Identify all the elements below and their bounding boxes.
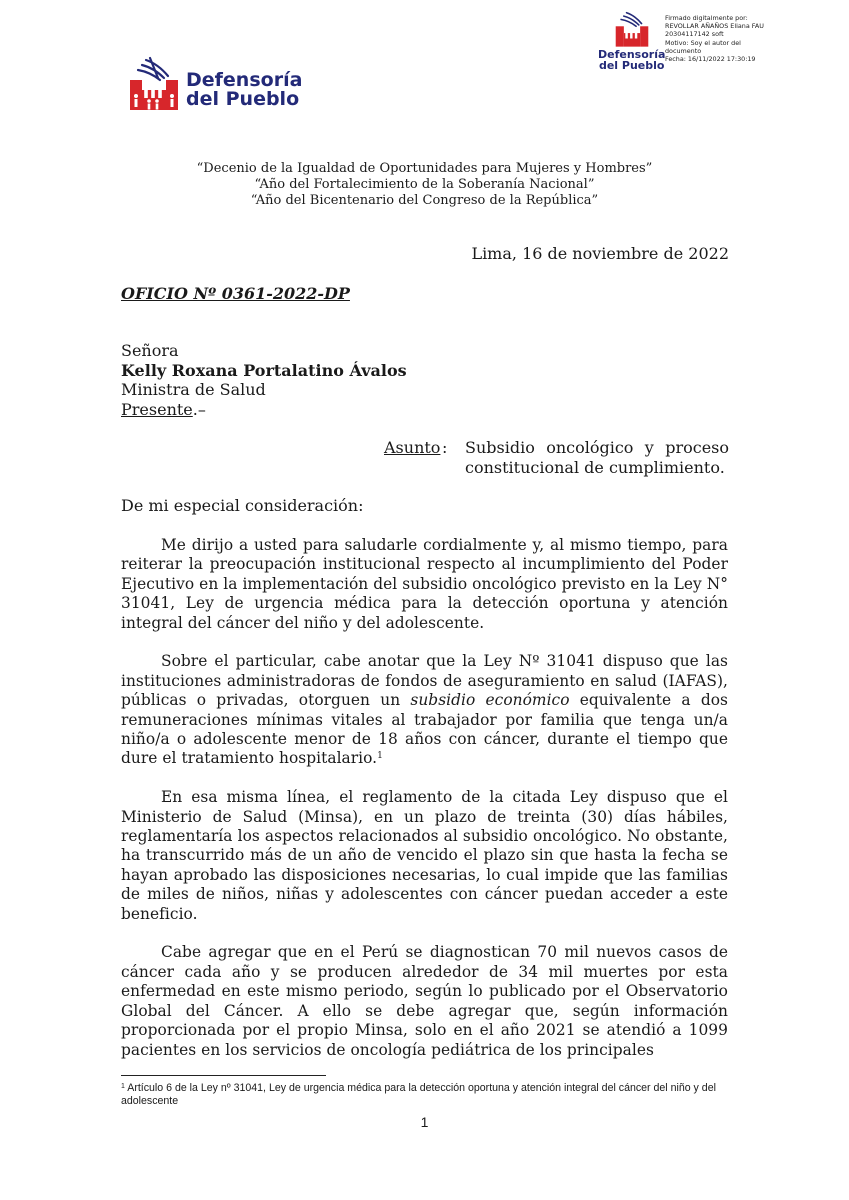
logo-line-1: Defensoría [186,69,303,91]
footnote [121,1082,731,1108]
signature-logo [598,10,665,71]
footnote-text: Artículo 6 de la Ley nº 31041, Ley de urgencia médica para la detección oportuna y atención integral del cáncer del niño y del adolescente [121,1082,716,1107]
subject-text: Subsidio oncológico y proceso constitucional de cumplimiento. [465,438,729,477]
signature-emblem-icon [612,10,652,48]
footnote-separator [121,1075,326,1076]
recipient-presente [121,400,407,420]
page-number: 1 [420,1114,429,1130]
footnote-reference: 1 [377,751,383,762]
defensoria-logo [128,56,302,112]
paragraph-2-part-a: Sobre el particular, cabe anotar que la Ley Nº 31041 dispuso que las instituciones administradoras de fondos de aseguramiento en salud (IAFAS), públicas o privadas, otorguen un [121,652,728,710]
decenio-line-1: “Decenio de la Igualdad de Oportunidades para Mujeres y Hombres” [196,161,653,176]
recipient-block [121,341,407,419]
oficio-number: OFICIO Nº 0361-2022-DP [121,284,350,303]
paragraph-2-emphasis: subsidio económico [410,691,570,710]
recipient-salutation: Señora [121,341,179,360]
recipient-title: Ministra de Salud [121,380,266,399]
logo-emblem-icon [128,56,180,112]
paragraph-4: Cabe agregar que en el Perú se diagnostican 70 mil nuevos casos de cáncer cada año y se producen alrededor de 34 mil muertes por esta enfermedad en este mismo periodo, según lo publicado por el Observatorio Global del Cáncer. A ello se debe agregar que, según información proporcionada por el propio Minsa, solo en el año 2021 se atendió a 1099 pacientes en los servicios de oncología pediátrica de los principales [121,943,728,1059]
digital-signature-info [665,14,785,63]
signature-line-5: documento [665,46,702,55]
signature-line-4: Motivo: Soy el autor del [665,38,741,47]
subject-label-text: Asunto [384,438,441,457]
presente-word: Presente [121,399,193,419]
greeting: De mi especial consideración: [121,496,364,515]
subject-colon: : [442,438,448,457]
signature-line-1: Firmado digitalmente por: [665,14,748,22]
decenio-line-3: “Año del Bicentenario del Congreso de la República” [250,193,599,208]
decenio-header [120,161,729,209]
letter-body [121,536,728,1079]
decenio-line-2: “Año del Fortalecimiento de la Soberanía Nacional” [254,177,595,192]
signature-line-3: 20304117142 soft [665,30,724,39]
paragraph-2 [121,652,728,768]
logo-text [186,71,302,109]
subject-label [384,438,440,458]
signature-logo-line-2: del Pueblo [598,59,665,72]
footnote-marker: 1 [121,1083,125,1090]
paragraph-1: Me dirijo a usted para saludarle cordialmente y, al mismo tiempo, para reiterar la preocupación institucional respecto al incumplimiento del Poder Ejecutivo en la implementación del subsidio oncológico previsto en la Ley N° 31041, Ley de urgencia médica para la detección oportuna y atención integral del cáncer del niño y del adolescente. [121,536,728,632]
signature-line-6: Fecha: 16/11/2022 17:30:19 [665,55,756,64]
paragraph-3: En esa misma línea, el reglamento de la citada Ley dispuso que el Ministerio de Salud (Minsa), en un plazo de treinta (30) días hábiles, reglamentaría los aspectos relacionados al subsidio oncológico. No obstante, ha transcurrido más de un año de vencido el plazo sin que hasta la fecha se hayan aprobado las disposiciones necesarias, lo cual impide que las familias de miles de niños, niñas y adolescentes con cáncer puedan acceder a este beneficio. [121,788,728,923]
signature-logo-text [598,49,665,71]
recipient-name: Kelly Roxana Portalatino Ávalos [121,360,407,380]
presente-suffix: .– [192,399,206,419]
signature-logo-line-1: Defensoría [598,48,666,61]
paragraph-2-part-b: equivalente a dos remuneraciones mínimas vitales al trabajador por familia que tenga un/a niño/a o adolescente menor de 18 años con cáncer, durante el tiempo que dure el tratamiento hospitalario. [121,691,728,768]
logo-line-2: del Pueblo [186,88,300,110]
signature-line-2: REVOLLAR AÑAÑOS Eliana FAU [665,22,764,31]
letter-date: Lima, 16 de noviembre de 2022 [471,244,729,263]
